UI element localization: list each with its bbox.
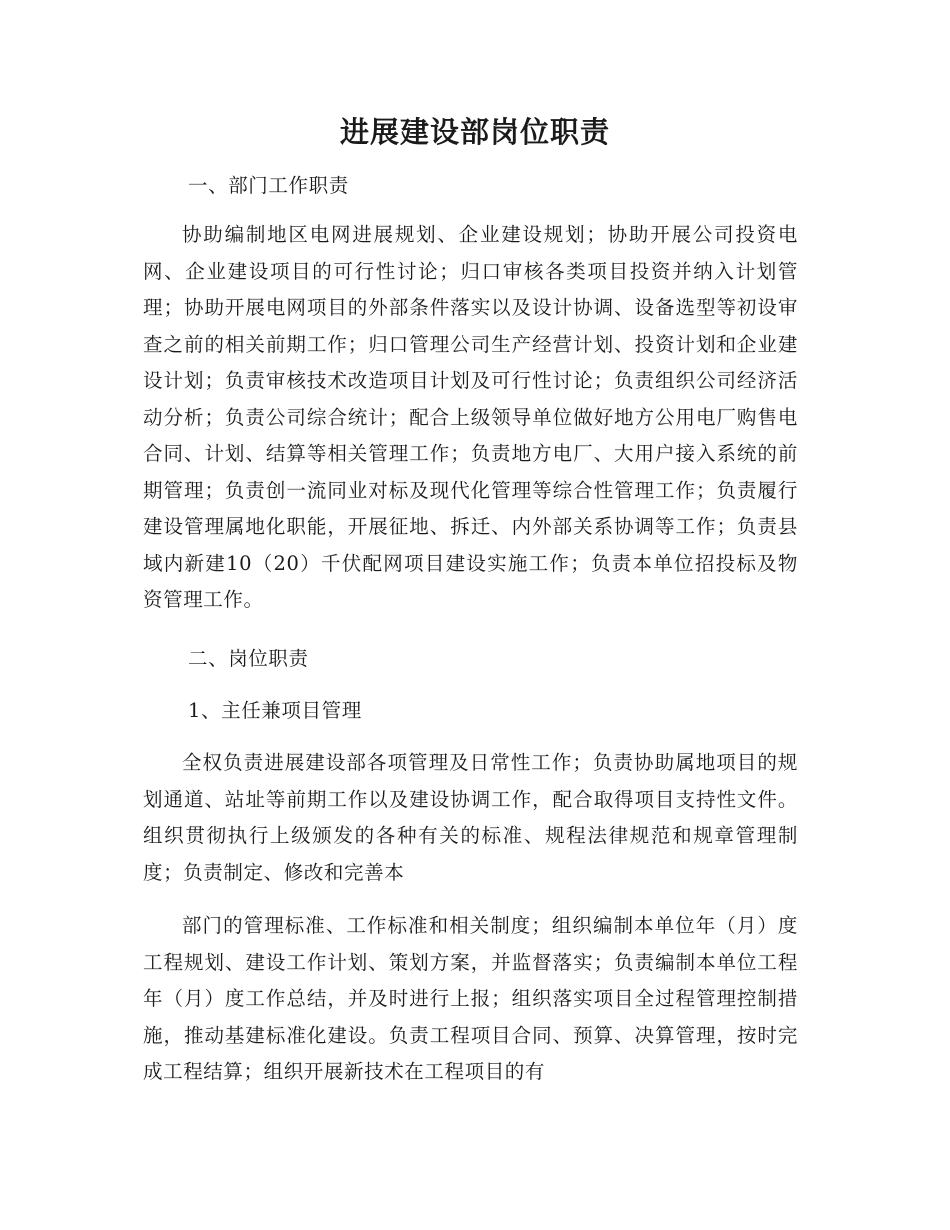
subsection-heading-director: 1、主任兼项目管理: [188, 699, 362, 722]
section-heading-position-duties: 二、岗位职责: [188, 647, 309, 670]
director-duties-paragraph-2: 部门的管理标准、工作标准和相关制度；组织编制本单位年（月）度工程规划、建设工作计划、策划方案，并监督落实；负责编制本单位工程年（月）度工作总结，并及时进行上报；组织落实项目全过程管理控制措施，推动基建标准化建设。负责工程项目合同、预算、决算管理，按时完成工程结算；组织开展新技术在工程项目的有: [143, 914, 798, 1083]
department-duties-paragraph: 协助编制地区电网进展规划、企业建设规划；协助开展公司投资电网、企业建设项目的可行性讨论；归口审核各类项目投资并纳入计划管理；协助开展电网项目的外部条件落实以及设计协调、设备选型等初设审查之前的相关前期工作；归口管理公司生产经营计划、投资计划和企业建设计划；负责审核技术改造项目计划及可行性讨论；负责组织公司经济活动分析；负责公司综合统计；配合上级领导单位做好地方公用电厂购售电合同、计划、结算等相关管理工作；负责地方电厂、大用户接入系统的前期管理；负责创一流同业对标及现代化管理等综合性管理工作；负责履行建设管理属地化职能，开展征地、拆迁、内外部关系协调等工作；负责县域内新建10（20）千伏配网项目建设实施工作；负责本单位招投标及物资管理工作。: [143, 223, 798, 611]
document-title: 进展建设部岗位职责: [339, 115, 610, 149]
section-heading-department-duties: 一、部门工作职责: [188, 174, 349, 197]
director-duties-paragraph-1: 全权负责进展建设部各项管理及日常性工作；负责协助属地项目的规划通道、站址等前期工作以及建设协调工作，配合取得项目支持性文件。组织贯彻执行上级颁发的各种有关的标准、规程法律规范和规章管理制度；负责制定、修改和完善本: [143, 751, 798, 884]
